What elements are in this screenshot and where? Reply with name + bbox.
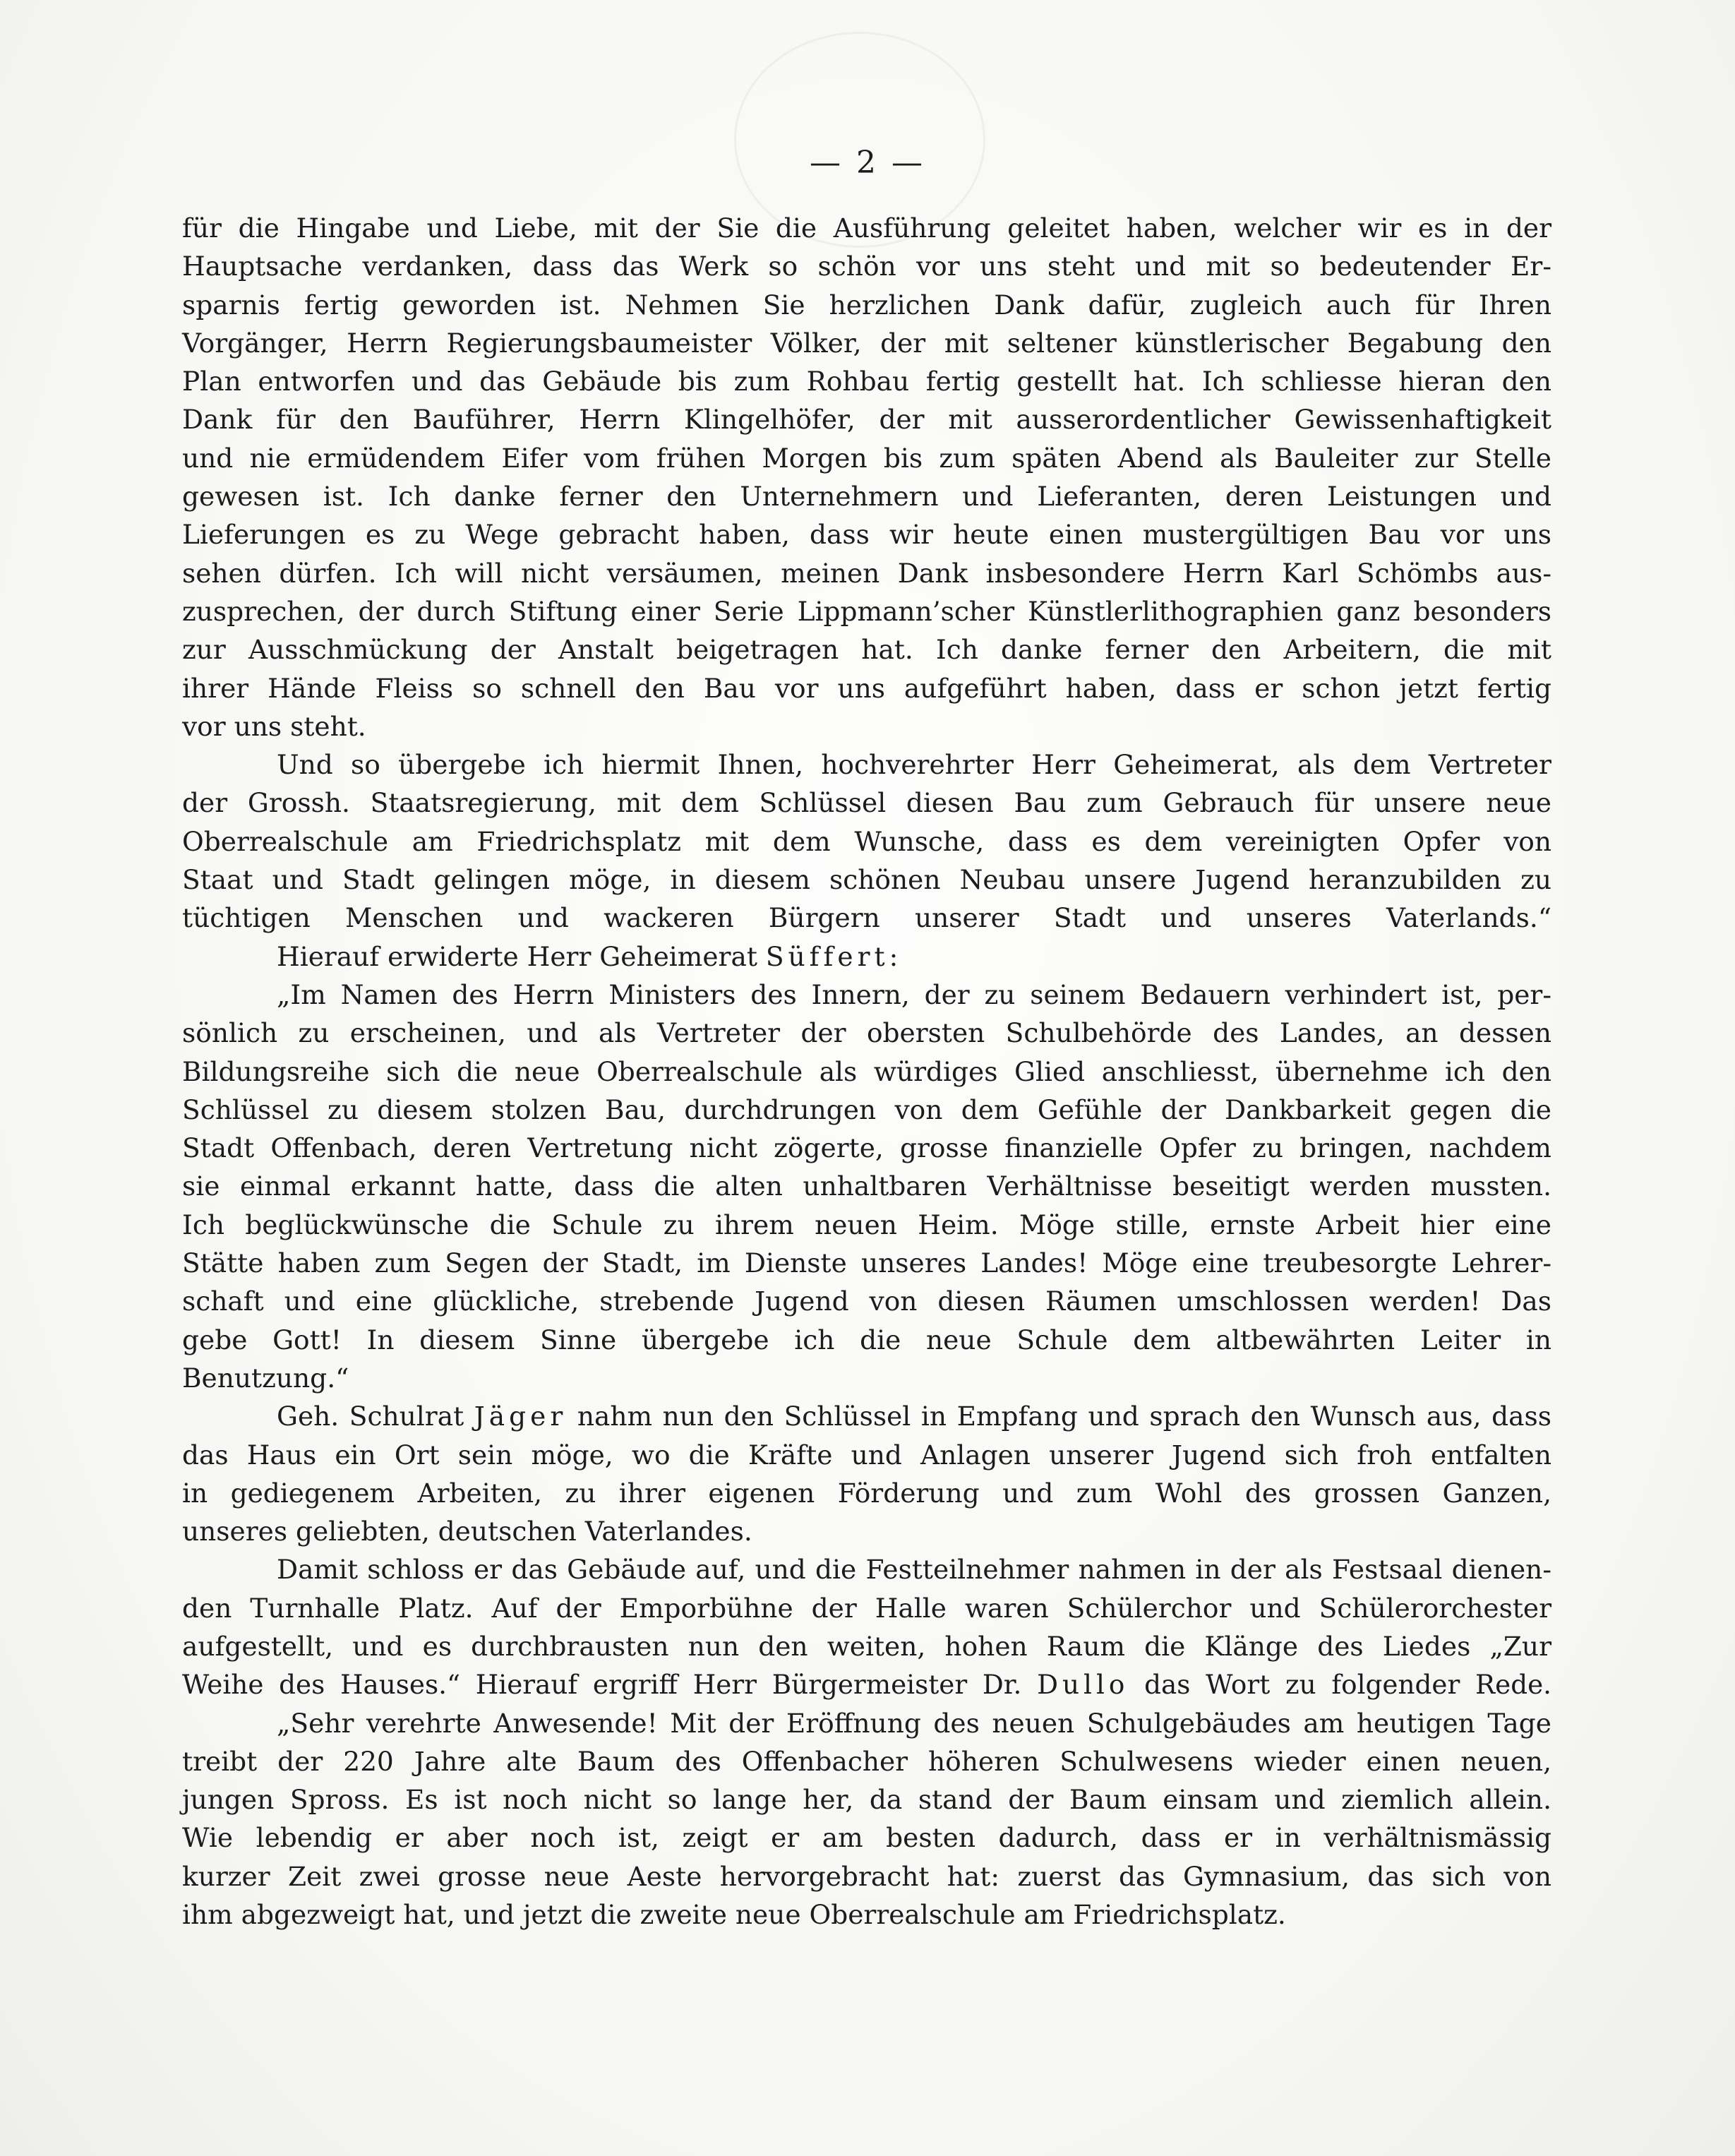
- text-line: [182, 554, 1551, 592]
- line-text: Wie lebendig er aber noch ist, zeigt er am besten dadurch, dass er in verhältnismässig: [182, 1822, 1551, 1854]
- line-text: ihm abgezweigt hat, und jetzt die zweite neue Oberrealschule am Friedrichsplatz.: [182, 1899, 1286, 1931]
- text-line: [182, 362, 1551, 400]
- line-text: ihrer Hände Fleiss so schnell den Bau vor uns aufgeführt haben, dass er schon jetzt fertig: [182, 672, 1551, 704]
- line-text: Weihe des Hauses.“ Hierauf ergriff Herr Bürgermeister Dr.: [182, 1669, 1038, 1701]
- line-text: Geh. Schulrat: [277, 1401, 474, 1432]
- line-text: Dank für den Bauführer, Herrn Klingelhöfer, der mit ausserordentlicher Gewissenhaftigkeit: [182, 404, 1551, 436]
- text-line: [182, 1512, 1551, 1550]
- line-text: Bildungsreihe sich die neue Oberrealschule als würdiges Glied anschliesst, übernehme ich den: [182, 1055, 1551, 1087]
- line-text: treibt der 220 Jahre alte Baum des Offenbacher höheren Schulwesens wieder einen neuen,: [182, 1745, 1551, 1777]
- line-text: jungen Spross. Es ist noch nicht so lange her, da stand der Baum einsam und ziemlich allein.: [182, 1784, 1551, 1816]
- line-text: Hierauf erwiderte Herr Geheimerat: [277, 940, 766, 972]
- line-text: Stätte haben zum Segen der Stadt, im Dienste unseres Landes! Möge eine treubesorgte Lehrer-: [182, 1247, 1551, 1279]
- text-line: [182, 439, 1551, 477]
- text-line: [182, 1359, 1551, 1397]
- spaced-name: Dullo: [1037, 1669, 1129, 1701]
- text-line: [182, 1244, 1551, 1282]
- text-line: [182, 1206, 1551, 1244]
- line-text: Staat und Stadt gelingen möge, in diesem schönen Neubau unsere Jugend heranzubilden zu: [182, 864, 1551, 896]
- line-text: „Im Namen des Herrn Ministers des Innern, der zu seinem Bedauern verhindert ist, per-: [277, 978, 1551, 1010]
- text-line: [182, 592, 1551, 630]
- line-text: aufgestellt, und es durchbrausten nun den weiten, hohen Raum die Klänge des Liedes „Zur: [182, 1630, 1551, 1662]
- line-text: den Turnhalle Platz. Auf der Emporbühne der Halle waren Schülerchor und Schülerorchester: [182, 1592, 1551, 1624]
- text-line: [182, 1627, 1551, 1665]
- spaced-name: Süffert: [765, 940, 889, 972]
- line-text: in gediegenem Arbeiten, zu ihrer eigenen Förderung und zum Wohl des grossen Ganzen,: [182, 1477, 1551, 1509]
- text-line: [182, 477, 1551, 515]
- line-text: Plan entworfen und das Gebäude bis zum Rohbau fertig gestellt hat. Ich schliesse hieran den: [182, 366, 1551, 397]
- text-line: [182, 784, 1551, 822]
- line-text: das Haus ein Ort sein möge, wo die Kräfte und Anlagen unserer Jugend sich froh entfalten: [182, 1439, 1551, 1471]
- line-text: Damit schloss er das Gebäude auf, und die Festteilnehmer nahmen in der als Festsaal dienen-: [277, 1554, 1551, 1586]
- spaced-name: Jäger: [474, 1401, 568, 1432]
- text-line: [182, 247, 1551, 285]
- text-line: [182, 1397, 1551, 1435]
- line-text-after: :: [889, 940, 899, 972]
- text-line: [182, 630, 1551, 669]
- line-text: der Grossh. Staatsregierung, mit dem Schlüssel diesen Bau zum Gebrauch für unsere neue: [182, 787, 1551, 819]
- line-text: sönlich zu erscheinen, und als Vertreter der obersten Schulbehörde des Landes, an dessen: [182, 1017, 1551, 1049]
- line-text: und nie ermüdendem Eifer vom frühen Morgen bis zum späten Abend als Bauleiter zur Stelle: [182, 442, 1551, 474]
- text-line: [182, 1550, 1551, 1588]
- text-line: [182, 745, 1551, 784]
- text-line: [182, 1129, 1551, 1167]
- text-line: [182, 707, 1551, 745]
- text-line: [182, 1742, 1551, 1780]
- text-line: [182, 861, 1551, 899]
- text-line: [182, 286, 1551, 324]
- line-text: zusprechen, der durch Stiftung einer Serie Lippmann’scher Künstlerlithographien ganz besonders: [182, 595, 1551, 627]
- line-text: kurzer Zeit zwei grosse neue Aeste hervorgebracht hat: zuerst das Gymnasium, das sich von: [182, 1860, 1551, 1892]
- text-line: [182, 1436, 1551, 1474]
- line-text: Stadt Offenbach, deren Vertretung nicht zögerte, grosse finanzielle Opfer zu bringen, nachdem: [182, 1132, 1551, 1164]
- line-text: Vorgänger, Herrn Regierungsbaumeister Völker, der mit seltener künstlerischer Begabung den: [182, 327, 1551, 359]
- line-text: Benutzung.“: [182, 1362, 349, 1394]
- line-text: Ich beglückwünsche die Schule zu ihrem neuen Heim. Möge stille, ernste Arbeit hier eine: [182, 1209, 1551, 1240]
- line-text: schaft und eine glückliche, strebende Jugend von diesen Räumen umschlossen werden! Das: [182, 1286, 1551, 1317]
- text-line: [182, 1665, 1551, 1703]
- line-text: Hauptsache verdanken, dass das Werk so schön vor uns steht und mit so bedeutender Er-: [182, 251, 1551, 282]
- text-line: [182, 899, 1551, 937]
- text-line: [182, 1780, 1551, 1819]
- line-text: gebe Gott! In diesem Sinne übergebe ich die neue Schule dem altbewährten Leiter in: [182, 1324, 1551, 1355]
- text-line: [182, 1014, 1551, 1052]
- text-line: [182, 515, 1551, 553]
- text-line: [182, 938, 1551, 976]
- text-line: [182, 1053, 1551, 1091]
- text-line: [182, 1282, 1551, 1320]
- text-line: [182, 822, 1551, 861]
- line-text: unseres geliebten, deutschen Vaterlandes.: [182, 1516, 752, 1547]
- line-text: tüchtigen Menschen und wackeren Bürgern unserer Stadt und unseres Vaterlands.“: [182, 902, 1551, 934]
- line-text: vor uns steht.: [182, 710, 366, 742]
- text-line: [182, 1896, 1551, 1934]
- line-text: Oberrealschule am Friedrichsplatz mit dem Wunsche, dass es dem vereinigten Opfer von: [182, 825, 1551, 857]
- line-text: Schlüssel zu diesem stolzen Bau, durchdrungen von dem Gefühle der Dankbarkeit gegen die: [182, 1094, 1551, 1125]
- line-text: Und so übergebe ich hiermit Ihnen, hochverehrter Herr Geheimerat, als dem Vertreter: [277, 749, 1551, 781]
- line-text: gewesen ist. Ich danke ferner den Unternehmern und Lieferanten, deren Leistungen und: [182, 481, 1551, 513]
- text-line: [182, 976, 1551, 1014]
- line-text: sparnis fertig geworden ist. Nehmen Sie herzlichen Dank dafür, zugleich auch für Ihren: [182, 289, 1551, 321]
- text-line: [182, 209, 1551, 247]
- line-text: Lieferungen es zu Wege gebracht haben, dass wir heute einen mustergültigen Bau vor uns: [182, 519, 1551, 551]
- text-line: [182, 1704, 1551, 1742]
- text-line: [182, 324, 1551, 362]
- body-text: [182, 209, 1551, 1934]
- line-text: für die Hingabe und Liebe, mit der Sie die Ausführung geleitet haben, welcher wir es in der: [182, 212, 1551, 244]
- line-text: „Sehr verehrte Anwesende! Mit der Eröffnung des neuen Schulgebäudes am heutigen Tage: [277, 1707, 1551, 1739]
- text-line: [182, 1167, 1551, 1205]
- line-text-after: das Wort zu folgender Rede.: [1129, 1669, 1551, 1701]
- line-text: zur Ausschmückung der Anstalt beigetragen hat. Ich danke ferner den Arbeitern, die mit: [182, 634, 1551, 666]
- line-text: sehen dürfen. Ich will nicht versäumen, meinen Dank insbesondere Herrn Karl Schömbs aus-: [182, 557, 1551, 589]
- text-line: [182, 1819, 1551, 1857]
- line-text: sie einmal erkannt hatte, dass die alten unhaltbaren Verhältnisse beseitigt werden mussten.: [182, 1170, 1551, 1202]
- text-line: [182, 1857, 1551, 1896]
- page-number: — 2 —: [810, 145, 925, 181]
- text-line: [182, 669, 1551, 707]
- line-text-after: nahm nun den Schlüssel in Empfang und sprach den Wunsch aus, dass: [567, 1401, 1551, 1432]
- text-line: [182, 1091, 1551, 1129]
- text-line: [182, 1589, 1551, 1627]
- text-line: [182, 1474, 1551, 1512]
- text-line: [182, 400, 1551, 438]
- text-line: [182, 1321, 1551, 1359]
